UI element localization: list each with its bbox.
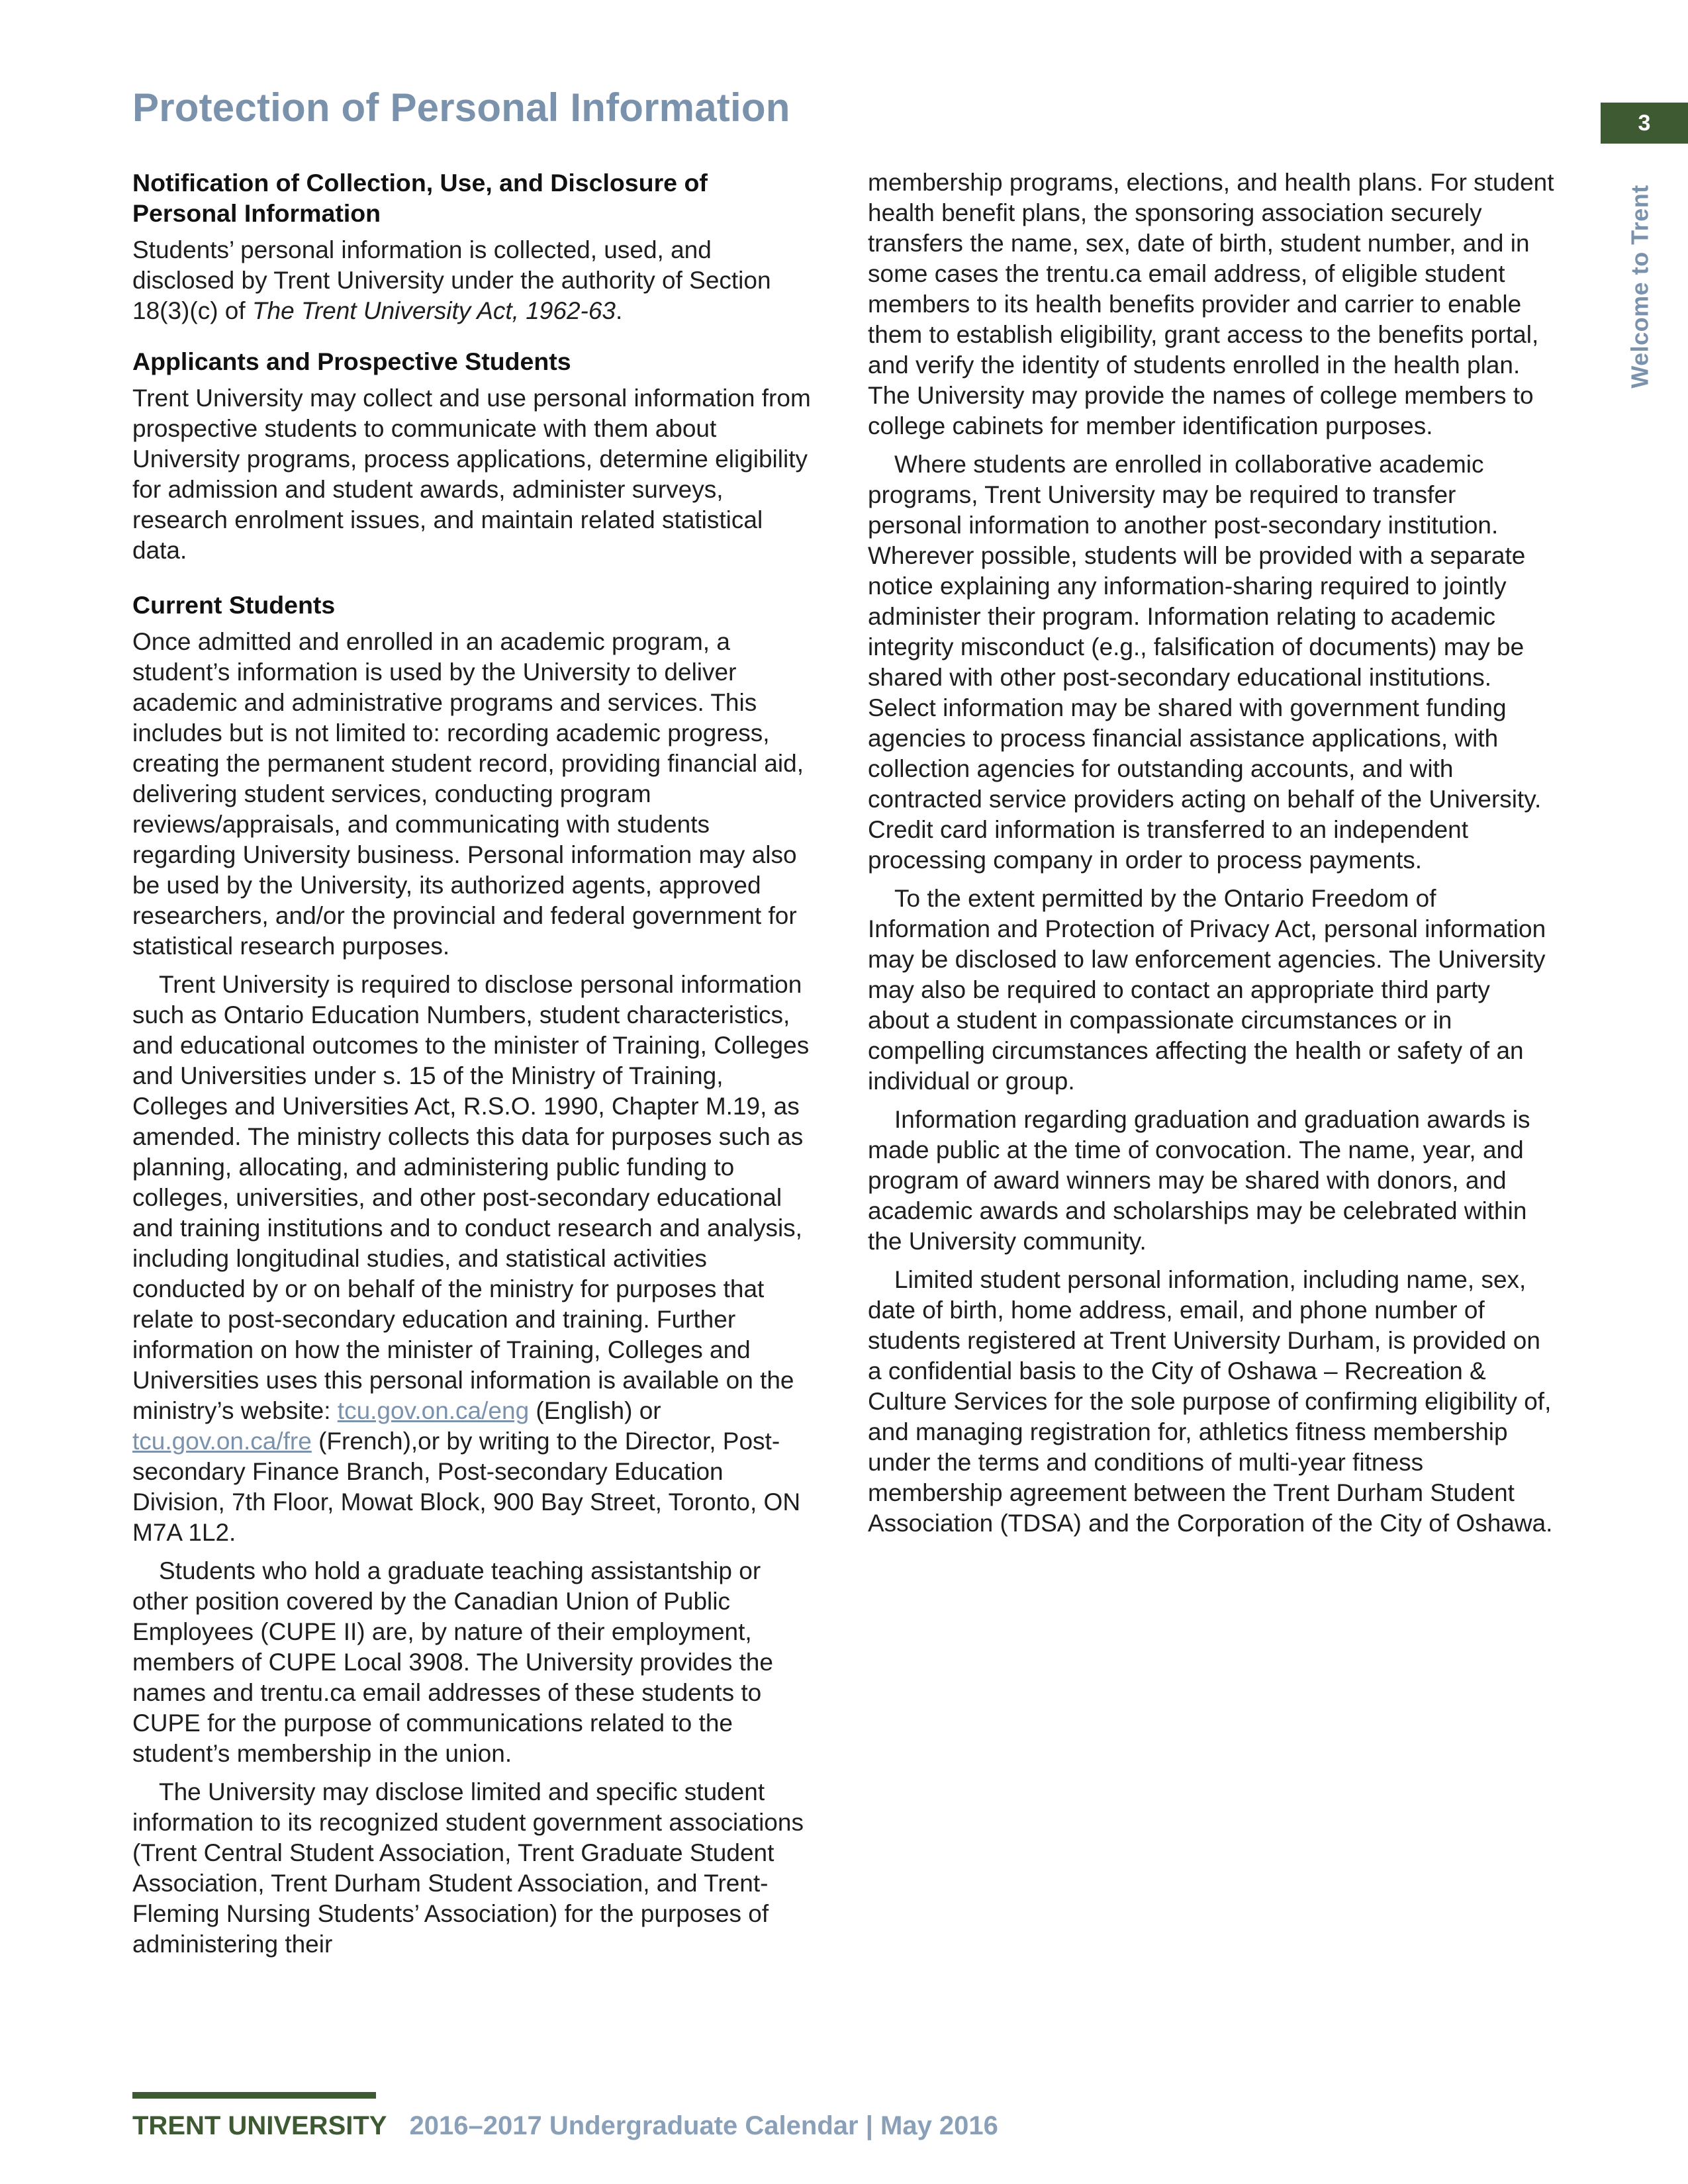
current-students-paragraph-3: Students who hold a graduate teaching assistantship or other position covered by the Canadian Union of Public Employees (CUPE II) are, by nature of their employment, members of CUPE Local 3908. The University provides the names and trentu.ca email addresses of these students to CUPE for the purpose of communications related to the student’s membership in the union. bbox=[132, 1557, 773, 1767]
ministry-link-english[interactable]: tcu.gov.on.ca/eng bbox=[337, 1397, 530, 1424]
heading-notification bbox=[132, 167, 814, 228]
left-column bbox=[132, 167, 814, 1968]
footer bbox=[132, 2111, 998, 2141]
page-number: 3 bbox=[1638, 110, 1651, 136]
footer-rule bbox=[132, 2092, 376, 2099]
heading-current-students: Current Students bbox=[132, 591, 336, 619]
right-paragraph-5: Limited student personal information, including name, sex, date of birth, home address, email, and phone number of students registered at Trent University Durham, is provided on a confidential basis to the City of Oshawa – Recreation & Culture Services for the sole purpose of confirming eligibility of, and managing registration for, athletics fitness membership under the terms and conditions of multi-year fitness membership agreement between the Trent Durham Student Association (TDSA) and the Corporation of the City of Oshawa. bbox=[868, 1266, 1553, 1537]
right-paragraph-4: Information regarding graduation and graduation awards is made public at the time of convocation. The name, year, and program of award winners may be shared with donors, and academic awards and scholarships may be celebrated within the University community. bbox=[868, 1106, 1530, 1255]
current-students-paragraph-2 bbox=[132, 970, 814, 1548]
ministry-text-a: Trent University is required to disclose personal information such as Ontario Education Numbers, student characteristics, and educational outcomes to the minister of Training, Colleges and Universities under s. 15 of the Ministry of Training, Colleges and Universities Act, R.S.O. 1990, Chapter M.19, as amended. The ministry collects this data for purposes such as planning, allocating, and administering public funding to colleges, universities, and other post-secondary educational and training institutions and to conduct research and analysis, including longitudinal studies, and statistical activities conducted by or on behalf of the ministry for purposes that relate to post-secondary education and training. Further information on how the minister of Training, Colleges and Universities uses this personal information is available on the ministry’s website: bbox=[132, 971, 810, 1424]
footer-university: TRENT UNIVERSITY bbox=[132, 2111, 387, 2140]
footer-calendar: 2016–2017 Undergraduate Calendar | May 2016 bbox=[409, 2111, 998, 2140]
page-title: Protection of Personal Information bbox=[132, 85, 790, 130]
ministry-link-french[interactable]: tcu.gov.on.ca/fre bbox=[132, 1428, 312, 1455]
right-paragraph-3: To the extent permitted by the Ontario Freedom of Information and Protection of Privacy Act, personal information may be disclosed to law enforcement agencies. The University may also be required to contact an appropriate third party about a student in compassionate circumstances or in compelling circumstances affecting the health or safety of an individual or group. bbox=[868, 885, 1546, 1095]
section-side-label bbox=[1620, 169, 1660, 404]
right-paragraph-2: Where students are enrolled in collaborative academic programs, Trent University may be required to transfer personal information to another post-secondary institution. Wherever possible, students will be provided with a separate notice explaining any information-sharing required to jointly administer their program. Information relating to academic integrity misconduct (e.g., falsification of documents) may be shared with other post-secondary educational institutions. Select information may be shared with government funding agencies to process financial assistance applications, with collection agencies for outstanding accounts, and with contracted service providers acting on behalf of the University. Credit card information is transferred to an independent processing company in order to process payments. bbox=[868, 451, 1542, 874]
heading-notification-line2: Personal Information bbox=[132, 199, 381, 227]
applicants-paragraph: Trent University may collect and use personal information from prospective students to communicate with them about University programs, process applications, determine eligibility for admission and student awards, administer surveys, research enrolment issues, and maintain related statistical data. bbox=[132, 385, 811, 564]
heading-applicants: Applicants and Prospective Students bbox=[132, 347, 571, 375]
current-students-paragraph-4: The University may disclose limited and specific student information to its recognized student government associations (Trent Central Student Association, Trent Graduate Student Association, Trent Durham Student Association, and Trent-Fleming Nursing Students’ Association) for the purposes of administering their bbox=[132, 1778, 804, 1958]
page-number-tab bbox=[1601, 103, 1688, 144]
heading-notification-line1: Notification of Collection, Use, and Disclosure of bbox=[132, 169, 708, 197]
ministry-text-c: (French),or by writing to the Director, Post-secondary Finance Branch, Post-secondary Education Division, 7th Floor, Mowat Block, 900 Bay Street, Toronto, ON M7A 1L2. bbox=[132, 1428, 801, 1546]
section-label-text: Welcome to Trent bbox=[1626, 184, 1654, 388]
current-students-paragraph-1: Once admitted and enrolled in an academic program, a student’s information is used by the University to deliver academic and administrative programs and services. This includes but is not limited to: recording academic progress, creating the permanent student record, providing financial aid, delivering student services, conducting program reviews/appraisals, and communicating with students regarding University business. Personal information may also be used by the University, its authorized agents, approved researchers, and/or the provincial and federal government for statistical research purposes. bbox=[132, 628, 804, 960]
right-paragraph-1: membership programs, elections, and health plans. For student health benefit plans, the sponsoring association securely transfers the name, sex, date of birth, student number, and in some cases the trentu.ca email address, of eligible student members to its health benefits provider and carrier to enable them to establish eligibility, grant access to the benefits portal, and verify the identity of students enrolled in the health plan. The University may provide the names of college members to college cabinets for member identification purposes. bbox=[868, 169, 1554, 439]
ministry-text-b: (English) or bbox=[529, 1397, 661, 1424]
notification-end: . bbox=[616, 297, 623, 324]
notification-paragraph bbox=[132, 235, 814, 326]
act-title: The Trent University Act, 1962-63 bbox=[252, 297, 616, 324]
right-column bbox=[868, 167, 1556, 1547]
notification-text: Students’ personal information is collected, used, and disclosed by Trent University under the authority of Section 18(3)(c) of bbox=[132, 236, 771, 324]
